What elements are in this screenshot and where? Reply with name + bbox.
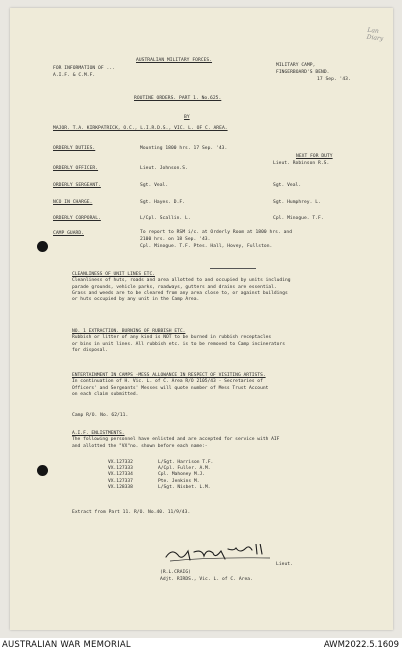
camp-guard-members: Cpl. Minogue. T.F. Ptes. Hall, Hovey, Fullston.	[140, 244, 273, 249]
duty-label-orderly-sergeant: ORDERLY SERGEANT.	[53, 183, 101, 188]
signatory-title: Adjt. RIRDS., Vic. L. of C. Area.	[160, 577, 253, 582]
section-line: In continuation of H. Vic. L. of C. Area R/O 2105/43 - Secretaries of	[72, 379, 263, 385]
section-line: or huts occupied by any unit in the Camp Area.	[72, 297, 200, 303]
duty-value-camp-guard: To report to RSM i/c. at Orderly Room at 1800 hrs. and	[140, 230, 293, 235]
table-row	[108, 485, 213, 491]
catalogue-id: AWM2022.5.1609	[323, 640, 399, 650]
commander-line: MAJOR. T.A. KIRKPATRICK, O.C., L.I.R.D.S., VIC. L. OF C. AREA.	[53, 126, 228, 131]
section-heading: CLEANLINESS OF UNIT LINES ETC.	[72, 272, 155, 277]
section-line: and allotted the "VX"no. shown before each name:-	[72, 443, 208, 449]
section-line: Rubbish or litter of any kind is NOT to be burned in rubbish receptacles	[72, 335, 272, 341]
duty-value-orderly-sergeant: Sgt. Veal.	[140, 183, 169, 188]
duty-value-orderly-corporal: L/Cpl. Scallin. L.	[140, 216, 191, 221]
duty-label-orderly-duties: ORDERLY DUTIES.	[53, 146, 96, 151]
place-line-1: MILITARY CAMP,	[276, 63, 316, 68]
duty-next-nco: Sgt. Humphrey. L.	[273, 200, 321, 205]
distribution-line-1: FOR INFORMATION OF ...	[53, 66, 115, 71]
punch-hole-upper	[37, 241, 48, 252]
vx-number: VX.128338	[108, 484, 133, 490]
vx-number: VX.127337	[108, 478, 133, 484]
section-line: Officers' and Sergeants' Messes will quote number of Mess Trust Account	[72, 385, 269, 391]
section-enlistments	[72, 431, 384, 450]
vx-number: VX.127334	[108, 472, 133, 478]
handwritten-signature	[160, 544, 290, 564]
vx-number: VX.127333	[108, 466, 133, 472]
pencil-annotation: Lan Diary	[366, 26, 384, 43]
section-divider	[210, 268, 256, 269]
section-line: parade grounds, vehicle parks, roadways, gutters and drains are essential.	[72, 284, 277, 290]
section-heading: ENTERTAINMENT IN CAMPS -MESS ALLOWANCE IN RESPECT OF VISITING ARTISTS.	[72, 373, 266, 378]
duty-value-nco: Sgt. Hayes. D.F.	[140, 200, 186, 205]
section-cleanliness	[72, 272, 384, 303]
duty-value-orderly-duties: Mounting 1800 hrs. 17 Sep. '43.	[140, 146, 228, 151]
soldier-name: L/Sgt. Harrison T.F.	[158, 460, 214, 465]
punch-hole-lower	[37, 465, 48, 476]
order-date: 17 Sep. '43.	[317, 77, 351, 82]
place-line-2: FINGERBOARD'S BEND.	[276, 70, 330, 75]
signatory-rank: Lieut.	[276, 562, 293, 567]
signatory-name: (R.L.CRAIG)	[160, 570, 191, 575]
duty-next-orderly-corporal: Cpl. Minogue. T.F.	[273, 216, 324, 221]
document-page	[10, 8, 393, 630]
section-line: Cleanliness of huts, roads and area allotted to and occupied by units including	[72, 278, 291, 284]
section-line: on each claim submitted.	[72, 391, 139, 397]
duty-next-orderly-officer: Lieut. Robinson R.S.	[273, 161, 330, 166]
camp-guard-time: 2100 hrs. on 18 Sep. '43.	[140, 237, 211, 242]
section-line: for disposal.	[72, 347, 108, 353]
section-heading: A.I.F. ENLISTMENTS.	[72, 431, 125, 436]
soldier-name: Cpl. Mahoney M.J.	[158, 472, 206, 478]
duty-label-camp-guard: CAMP GUARD.	[53, 231, 84, 236]
soldier-name: A/Cpl. Fuller. A.M.	[158, 466, 211, 472]
archive-footer	[0, 638, 402, 653]
duty-next-orderly-sergeant: Sgt. Veal.	[273, 183, 302, 188]
distribution-line-2: A.I.F. & C.M.F.	[53, 73, 96, 78]
section-line: The following personnel have enlisted and are accepted for service with AIF	[72, 437, 280, 443]
section-line: or bins in unit lines. All rubbish etc. is to be removed to Camp incinerators	[72, 341, 285, 347]
duty-label-orderly-officer: ORDERLY OFFICER.	[53, 166, 99, 171]
enlistment-table	[108, 460, 213, 491]
duty-label-orderly-corporal: ORDERLY CORPORAL.	[53, 216, 101, 221]
duty-label-nco: NCO IN CHARGE.	[53, 200, 93, 205]
vx-number: VX.127332	[108, 460, 133, 465]
org-title: AUSTRALIAN MILITARY FORCES.	[136, 58, 213, 63]
soldier-name: Pte. Jenkins M.	[158, 478, 200, 484]
extract-reference: Extract from Part 11. R/O. No.40. 11/9/43.	[72, 510, 191, 515]
camp-ro-reference: Camp R/O. No. 62/11.	[72, 413, 129, 418]
soldier-name: L/Sgt. Nisbet. L.M.	[158, 484, 211, 490]
section-line: Grass and weeds are to be cleared from any area close to, or against buildings	[72, 290, 288, 296]
orders-title: ROUTINE ORDERS. PART 1. No.625.	[134, 96, 222, 101]
orders-by: BY	[184, 115, 190, 120]
next-for-duty-heading: NEXT FOR DUTY	[296, 154, 333, 159]
section-heading: NO. 1 EXTRACTION. BURNING OF RUBBISH ETC.	[72, 329, 186, 334]
institution-name: AUSTRALIAN WAR MEMORIAL	[2, 640, 131, 650]
section-rubbish	[72, 329, 384, 354]
section-entertainment	[72, 373, 384, 398]
duty-value-orderly-officer: Lieut. Johnson.S.	[140, 166, 188, 171]
